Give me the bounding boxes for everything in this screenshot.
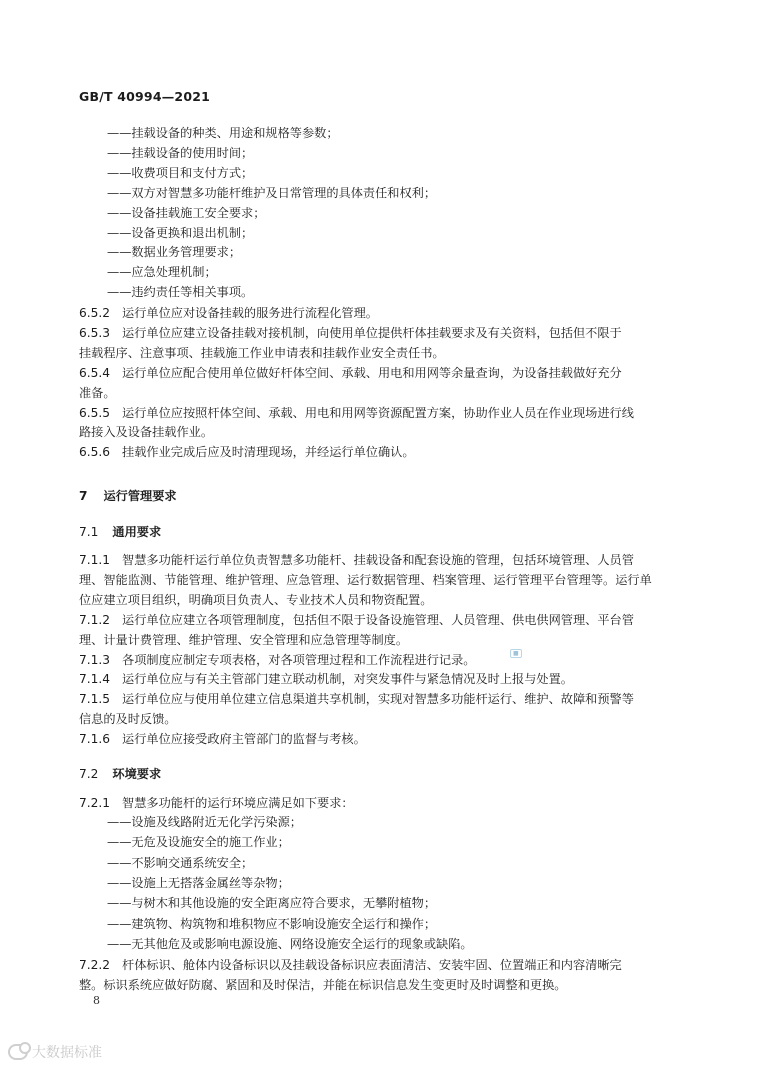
clause-line: [79, 304, 378, 322]
clause-text: 杆体标识、舱体内设备标识以及挂载设备标识应表面清洁、安装牢固、位置端正和内容清晰完: [122, 958, 622, 972]
clause-text: 智慧多功能杆运行单位负责智慧多功能杆、挂载设备和配套设施的管理，包括环境管理、人员管: [122, 553, 634, 567]
list-item: ——建筑物、构筑物和堆积物应不影响设施安全运行和操作；: [107, 916, 437, 931]
clause-text: 运行单位应配合使用单位做好杆体空间、承载、用电和用网等余量查询，为设备挂载做好充分: [122, 365, 622, 380]
list-item: ——与树木和其他设施的安全距离应符合要求，无攀附植物；: [107, 896, 437, 911]
list-item: ——不影响交通系统安全；: [107, 855, 254, 870]
list-item: ——无其他危及或影响电源设施、网络设施安全运行的现象或缺陷。: [107, 936, 473, 951]
clause-line: [79, 344, 445, 362]
watermark: 大数据标准: [8, 1042, 102, 1062]
subsection-heading: 7.1 通用要求: [79, 525, 162, 539]
list-item: ——设施及线路附近无化学污染源；: [107, 815, 302, 829]
clause-number: 6.5.6: [79, 445, 111, 460]
clause-text: 准备。: [79, 385, 116, 400]
list-item: ——挂载设备的种类、用途和规格等参数；: [107, 126, 339, 140]
clause-text: 运行单位应与有关主管部门建立联动机制，对突发事件与紧急情况及时上报与处置。: [122, 672, 573, 687]
clause-line: [79, 571, 652, 589]
clause-line: [79, 591, 432, 609]
clause-number: 6.5.5: [79, 405, 111, 420]
clause-number: 7.1.5: [79, 692, 111, 707]
clause-text: 挂载程序、注意事项、挂载施工作业申请表和挂载作业安全责任书。: [79, 345, 445, 360]
clause-text: 运行单位应建立各项管理制度，包括但不限于设备设施管理、人员管理、供电供网管理、平台管: [122, 612, 634, 627]
clause-number: 6.5.2: [79, 306, 111, 320]
clause-line: [79, 670, 573, 688]
clause-text: 理、计量计费管理、维护管理、安全管理和应急管理等制度。: [79, 632, 409, 647]
clause-line: [79, 364, 622, 382]
list-item: ——双方对智慧多功能杆维护及日常管理的具体责任和权利；: [107, 185, 437, 200]
clause-text: 路接入及设备挂载作业。: [79, 425, 214, 440]
list-item: ——设备更换和退出机制；: [107, 225, 254, 240]
clause-text: 运行单位应建立设备挂载对接机制，向使用单位提供杆体挂载要求及有关资料，包括但不限于: [122, 325, 622, 340]
clause-line: [79, 730, 366, 748]
clause-number: 7.1.6: [79, 732, 111, 747]
clause-text: 各项制度应制定专项表格，对各项管理过程和工作流程进行记录。: [122, 652, 476, 667]
clause-number: 7.2.2: [79, 958, 111, 972]
clause-line: [79, 443, 415, 461]
clause-line: [79, 956, 622, 974]
stamp-mark: ■: [510, 649, 522, 658]
clause-line: [79, 324, 622, 342]
section-heading: 7 运行管理要求: [79, 489, 177, 503]
clause-text: 运行单位应对设备挂载的服务进行流程化管理。: [122, 306, 378, 320]
clause-number: 7.1.4: [79, 672, 111, 687]
clause-7-2-1: 7.2.1 智慧多功能杆的运行环境应满足如下要求：: [79, 796, 354, 810]
clause-text: 理、智能监测、节能管理、维护管理、应急管理、运行数据管理、档案管理、运行管理平台管理等。运行单: [79, 572, 652, 587]
clause-number: 7.1.1: [79, 553, 111, 567]
watermark-logo-icon: [8, 1044, 28, 1060]
list-item: ——应急处理机制；: [107, 265, 217, 280]
clause-text: 信息的及时反馈。: [79, 712, 177, 727]
list-item: ——设施上无搭落金属丝等杂物；: [107, 875, 290, 890]
standard-header: GB/T 40994—2021: [79, 89, 211, 104]
clause-number: 6.5.3: [79, 325, 111, 340]
list-item: ——违约责任等相关事项。: [107, 285, 254, 300]
clause-line: [79, 404, 634, 422]
page-number: 8: [93, 994, 100, 1007]
list-item: ——无危及设施安全的施工作业；: [107, 835, 290, 850]
list-item: ——设备挂载施工安全要求；: [107, 205, 266, 220]
list-item: ——数据业务管理要求；: [107, 245, 242, 260]
subsection-heading: 7.2 环境要求: [79, 767, 162, 781]
clause-line: [79, 631, 408, 649]
clause-text: 挂载作业完成后应及时清理现场，并经运行单位确认。: [122, 445, 415, 460]
clause-number: 7.1.3: [79, 652, 111, 667]
clause-line: [79, 690, 634, 708]
clause-line: [79, 384, 116, 402]
clause-line: [79, 651, 475, 669]
clause-text: 运行单位应与使用单位建立信息渠道共享机制，实现对智慧多功能杆运行、维护、故障和预警等: [122, 692, 634, 707]
clause-number: 7.1.2: [79, 612, 111, 627]
clause-line: [79, 551, 634, 569]
clause-text: 运行单位应按照杆体空间、承载、用电和用网等资源配置方案，协助作业人员在作业现场进行线: [122, 405, 634, 420]
clause-text: 整。标识系统应做好防腐、紧固和及时保洁，并能在标识信息发生变更时及时调整和更换。: [79, 977, 567, 992]
clause-text: 位应建立项目组织，明确项目负责人、专业技术人员和物资配置。: [79, 592, 433, 607]
list-item: ——挂载设备的使用时间；: [107, 145, 254, 160]
list-item: ——收费项目和支付方式；: [107, 165, 254, 180]
clause-line: [79, 710, 177, 728]
clause-number: 6.5.4: [79, 365, 111, 380]
clause-text: 运行单位应接受政府主管部门的监督与考核。: [122, 732, 366, 747]
clause-line: [79, 976, 567, 994]
clause-line: [79, 423, 213, 441]
clause-line: [79, 611, 634, 629]
